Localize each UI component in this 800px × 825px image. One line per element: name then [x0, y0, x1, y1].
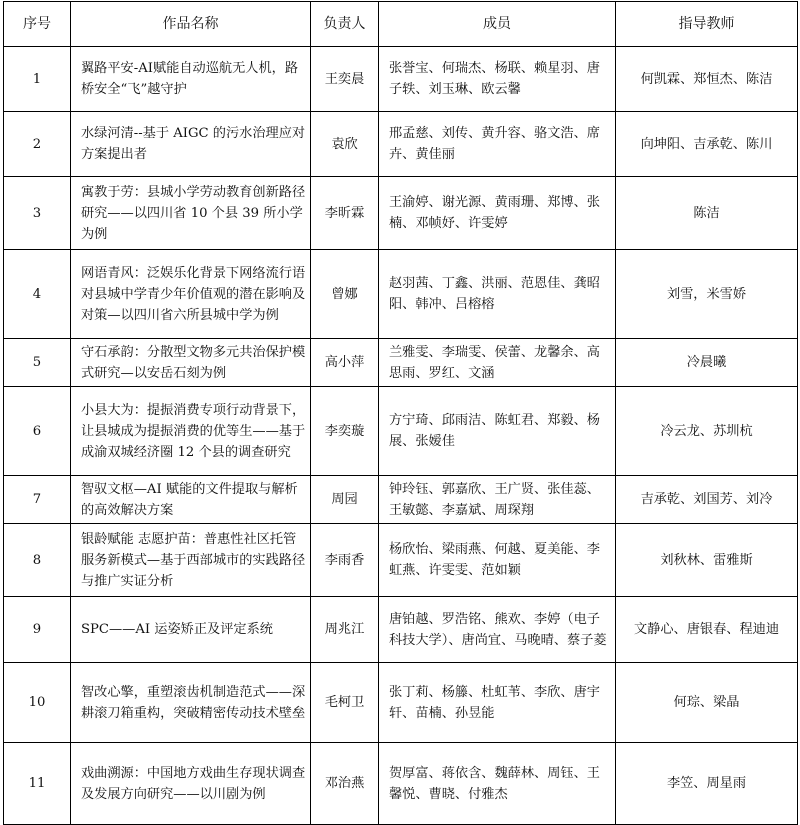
cell-leader: 李雨香: [311, 524, 379, 597]
table-row: [4, 743, 798, 825]
header-title: 作品名称: [71, 2, 311, 47]
table-row: [4, 339, 798, 387]
cell-leader: 毛柯卫: [311, 663, 379, 743]
cell-members: 方宁琦、邱雨洁、陈虹君、郑毅、杨展、张嫒佳: [379, 387, 616, 476]
cell-members: 贺厚富、蒋依含、魏薛林、周钰、王馨悦、曹晓、付雅杰: [379, 743, 616, 825]
cell-advisors: 冷云龙、苏圳杭: [616, 387, 798, 476]
table-row: [4, 663, 798, 743]
cell-members: 王渝婷、谢光源、黄雨珊、郑博、张楠、邓帧妤、许雯婷: [379, 177, 616, 250]
cell-index: 10: [4, 663, 71, 743]
cell-title: 小县大为：提振消费专项行动背景下，让县城成为提振消费的优等生——基于成渝双城经济圈 12 个县的调查研究: [71, 387, 311, 476]
cell-members: 邢孟慈、刘传、黄升容、骆文浩、席卉、黄佳丽: [379, 112, 616, 177]
table-row: [4, 112, 798, 177]
cell-leader: 周兆江: [311, 597, 379, 663]
cell-index: 2: [4, 112, 71, 177]
cell-advisors: 刘雪，米雪娇: [616, 250, 798, 339]
header-row: [4, 2, 798, 47]
cell-index: 4: [4, 250, 71, 339]
cell-index: 11: [4, 743, 71, 825]
cell-index: 3: [4, 177, 71, 250]
cell-title: 智驭文枢—AI 赋能的文件提取与解析的高效解决方案: [71, 476, 311, 524]
cell-advisors: 李笠、周星雨: [616, 743, 798, 825]
cell-leader: 周园: [311, 476, 379, 524]
cell-members: 张丁莉、杨籐、杜虹苇、李欣、唐宇轩、苗楠、孙昱能: [379, 663, 616, 743]
cell-title: 守石承韵：分散型文物多元共治保护模式研究—以安岳石刻为例: [71, 339, 311, 387]
cell-leader: 曾娜: [311, 250, 379, 339]
table-row: [4, 476, 798, 524]
cell-advisors: 吉承乾、刘国芳、刘冷: [616, 476, 798, 524]
cell-advisors: 冷晨曦: [616, 339, 798, 387]
cell-title: 水绿河清--基于 AIGC 的污水治理应对方案提出者: [71, 112, 311, 177]
cell-members: 唐铂越、罗浩铭、熊欢、李婷（电子科技大学）、唐尚宜、马晚晴、蔡子菱: [379, 597, 616, 663]
cell-advisors: 何琮、梁晶: [616, 663, 798, 743]
cell-leader: 高小萍: [311, 339, 379, 387]
table-row: [4, 250, 798, 339]
header-index: 序号: [4, 2, 71, 47]
cell-advisors: 向坤阳、吉承乾、陈川: [616, 112, 798, 177]
table-row: [4, 524, 798, 597]
cell-members: 兰雅雯、李瑞雯、侯蕾、龙馨余、高思雨、罗红、文涵: [379, 339, 616, 387]
cell-index: 5: [4, 339, 71, 387]
cell-title: 网语青风：泛娱乐化背景下网络流行语对县城中学青少年价值观的潜在影响及对策—以四川省六所县城中学为例: [71, 250, 311, 339]
cell-advisors: 刘秋林、雷雅斯: [616, 524, 798, 597]
cell-advisors: 陈洁: [616, 177, 798, 250]
cell-index: 1: [4, 47, 71, 112]
cell-advisors: 文静心、唐银春、程迪迪: [616, 597, 798, 663]
cell-title: 翼路平安-AI赋能自动巡航无人机，路桥安全“飞”越守护: [71, 47, 311, 112]
cell-leader: 邓治燕: [311, 743, 379, 825]
cell-leader: 李昕霖: [311, 177, 379, 250]
cell-members: 赵羽茜、丁鑫、洪丽、范恩佳、龚昭阳、韩冲、吕榕榕: [379, 250, 616, 339]
cell-title: 智改心擎，重塑滚齿机制造范式——深耕滚刀箱重构，突破精密传动技术壁垒: [71, 663, 311, 743]
project-table: [3, 1, 798, 825]
cell-index: 7: [4, 476, 71, 524]
cell-members: 钟玲钰、郭嘉欣、王广贤、张佳蕊、王敏懿、李嘉斌、周琛翔: [379, 476, 616, 524]
cell-index: 8: [4, 524, 71, 597]
table-row: [4, 177, 798, 250]
header-leader: 负责人: [311, 2, 379, 47]
table-row: [4, 387, 798, 476]
cell-leader: 袁欣: [311, 112, 379, 177]
header-members: 成员: [379, 2, 616, 47]
cell-title: SPC——AI 运姿矫正及评定系统: [71, 597, 311, 663]
cell-members: 杨欣怡、梁雨燕、何越、夏美能、李虹燕、许雯雯、范如颖: [379, 524, 616, 597]
cell-index: 6: [4, 387, 71, 476]
table-row: [4, 597, 798, 663]
cell-title: 寓教于劳：县城小学劳动教育创新路径研究——以四川省 10 个县 39 所小学为例: [71, 177, 311, 250]
cell-leader: 王奕晨: [311, 47, 379, 112]
cell-advisors: 何凯霖、郑恒杰、陈洁: [616, 47, 798, 112]
cell-leader: 李奕璇: [311, 387, 379, 476]
header-advisors: 指导教师: [616, 2, 798, 47]
cell-title: 银龄赋能 志愿护苗：普惠性社区托管服务新模式—基于西部城市的实践路径与推广实证分析: [71, 524, 311, 597]
table-row: [4, 47, 798, 112]
cell-index: 9: [4, 597, 71, 663]
cell-members: 张誉宝、何瑞杰、杨联、赖星羽、唐子轶、刘玉琳、欧云馨: [379, 47, 616, 112]
cell-title: 戏曲溯源：中国地方戏曲生存现状调查及发展方向研究——以川剧为例: [71, 743, 311, 825]
